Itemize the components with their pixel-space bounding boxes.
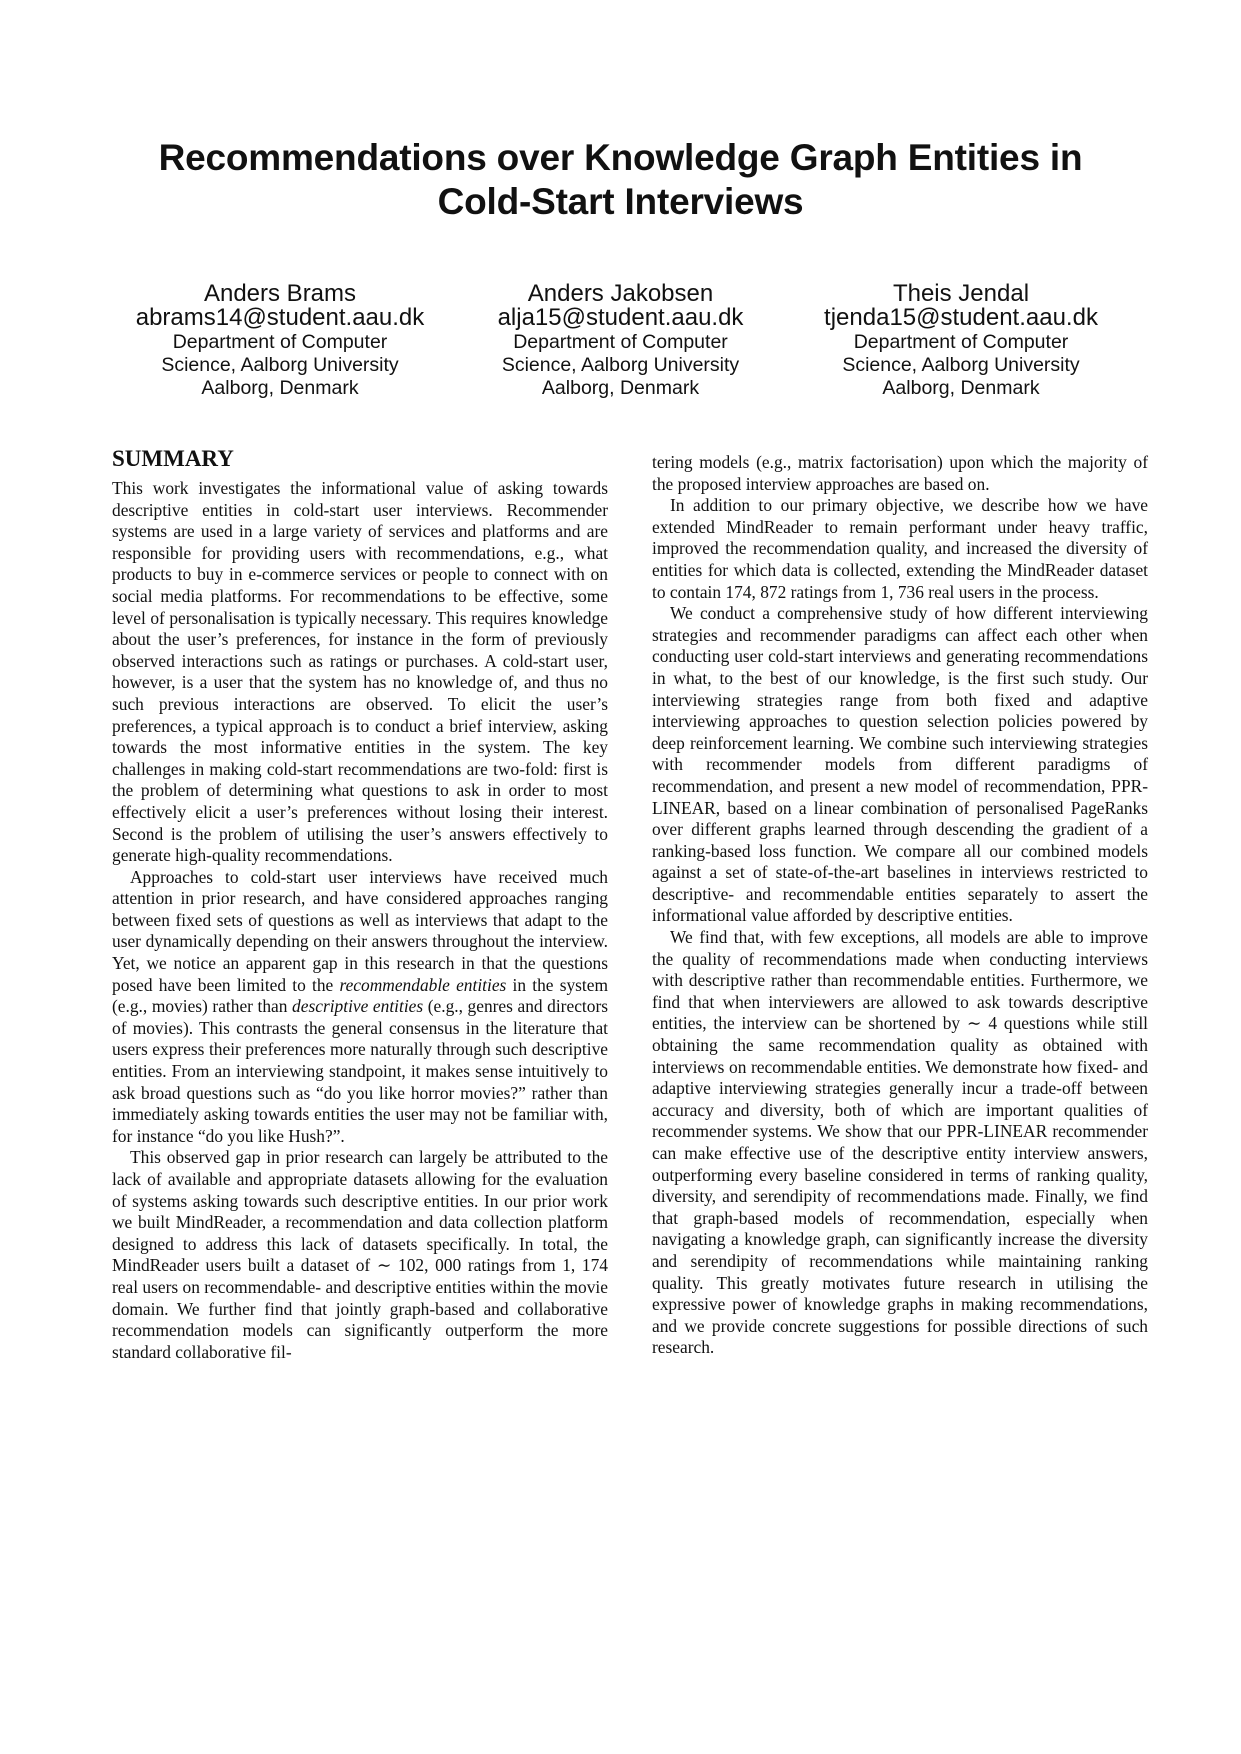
paragraph-text: in the system (e.g., movies) rather than <box>112 974 609 1017</box>
author-affiliation-line: Science, Aalborg University <box>501 354 740 376</box>
section-heading-summary: SUMMARY <box>112 446 234 471</box>
author-affiliation-line: Aalborg, Denmark <box>541 377 700 399</box>
paragraph-text: (e.g., genres and directors of movies). This contrasts the general consensus in the literature that users express their preferences more naturally through such descriptive entities. From an interviewing standpoint, it makes sense intuitively to ask broad questions such as “do you like horror movies?” rather than immediately asking towards entities the user may not be familiar with, for instance “do you like Hush?”. <box>112 996 608 1146</box>
emphasis-text: descriptive entities <box>292 996 424 1017</box>
left-text-column <box>112 478 608 1363</box>
author-affiliation-line: Department of Computer <box>172 331 388 353</box>
author-name: Theis Jendal <box>892 280 1030 307</box>
author-email: alja15@student.aau.dk <box>497 304 744 331</box>
paragraph: We find that, with few exceptions, all models are able to improve the quality of recommendations made when conducting interviews with descriptive rather than recommendable entities. Furthermore, we find that when interviewers are allowed to ask towards descriptive entities, the interview can be shortened by ∼ 4 questions while still obtaining the same recommendation quality as obtained with interviews on recommendable entities. We demonstrate how fixed- and adaptive interviewing strategies generally incur a trade-off between accuracy and diversity, both of which are important qualities of recommender systems. We show that our PPR-LINEAR recommender can make effective use of the descriptive entity interview answers, outperforming every baseline considered in terms of ranking quality, diversity, and serendipity of recommendations made. Finally, we find that graph-based models of recommendation, especially when navigating a knowledge graph, can significantly increase the diversity and serendipity of recommendations while maintaining ranking quality. This greatly motivates future research in utilising the expressive power of knowledge graphs in making recommendations, and we provide concrete suggestions for possible directions of such research. <box>652 927 1148 1358</box>
author-affiliation-line: Department of Computer <box>853 331 1069 353</box>
author-email: tjenda15@student.aau.dk <box>824 304 1098 331</box>
paragraph: We conduct a comprehensive study of how different interviewing strategies and recommender paradigms can affect each other when conducting user cold-start interviews and generating recommendations in what, to the best of our knowledge, is the first such study. Our interviewing strategies range from both fixed and adaptive interviewing approaches to question selection policies powered by deep reinforcement learning. We combine such interviewing strategies with recommender models from different paradigms of recommendation, and present a new model of recommendation, PPR-LINEAR, based on a linear combination of personalised PageRanks over different graphs learned through descending the gradient of a ranking-based loss function. We compare all our combined models against a set of state-of-the-art baselines in interviews restricted to descriptive- and recommendable entities separately to assert the informational value afforded by descriptive entities. <box>652 603 1148 926</box>
author-block <box>110 282 450 399</box>
author-affiliation-line: Aalborg, Denmark <box>201 377 359 399</box>
author-affiliation-line: Science, Aalborg University <box>161 354 399 376</box>
author-block <box>791 282 1131 399</box>
author-block <box>451 282 791 399</box>
paragraph <box>112 867 608 1148</box>
author-name: Anders Brams <box>203 280 357 307</box>
paragraph: This observed gap in prior research can largely be attributed to the lack of available and appropriate datasets allowing for the evaluation of systems asking towards such descriptive entities. In our prior work we built MindReader, a recommendation and data collection platform designed to address this lack of datasets specifically. In total, the MindReader users built a dataset of ∼ 102, 000 ratings from 1, 174 real users on recommendable- and descriptive entities within the movie domain. We further find that jointly graph-based and collaborative recommendation models can significantly outperform the more standard collaborative fil- <box>112 1147 608 1362</box>
paragraph: In addition to our primary objective, we describe how we have extended MindReader to remain performant under heavy traffic, improved the recommendation quality, and increased the diversity of entities for which data is collected, extending the MindReader dataset to contain 174, 872 ratings from 1, 736 real users in the process. <box>652 495 1148 602</box>
paragraph: This work investigates the informational value of asking towards descriptive entities in cold-start user interviews. Recommender systems are used in a large variety of services and platforms and are responsible for providing users with recommendations, e.g., what products to buy in e-commerce services or people to connect with on social media platforms. For recommendations to be effective, some level of personalisation is typically necessary. This requires knowledge about the user’s preferences, for instance in the form of previously observed interactions such as ratings or purchases. A cold-start user, however, is a user that the system has no knowledge of, and thus no such previous interactions are observed. To elicit the user’s preferences, a typical approach is to conduct a brief interview, asking towards the most informative entities in the system. The key challenges in making cold-start recommendations are two-fold: first is the problem of determining what questions to ask in order to most effectively elicit a user’s preferences without losing their interest. Second is the problem of utilising the user’s answers effectively to generate high-quality recommendations. <box>112 478 608 866</box>
author-affiliation-line: Aalborg, Denmark <box>882 377 1040 399</box>
paper-title: Recommendations over Knowledge Graph Entities in Cold-Start Interviews <box>158 137 1083 222</box>
right-text-column <box>652 452 1148 1359</box>
author-name: Anders Jakobsen <box>527 280 714 307</box>
author-affiliation-line: Science, Aalborg University <box>842 354 1080 376</box>
author-list <box>110 282 1131 399</box>
paragraph: tering models (e.g., matrix factorisation) upon which the majority of the proposed interview approaches are based on. <box>652 452 1148 494</box>
emphasis-text: recommendable entities <box>339 974 507 995</box>
author-email: abrams14@student.aau.dk <box>135 304 425 331</box>
paragraph-text: Approaches to cold-start user interviews have received much attention in prior research, and have considered approaches ranging between fixed sets of questions as well as interviews that adapt to the user dynamically depending on their answers throughout the interview. Yet, we notice an apparent gap in this research in that the questions posed have been limited to the <box>112 866 608 995</box>
author-affiliation-line: Department of Computer <box>513 331 728 353</box>
